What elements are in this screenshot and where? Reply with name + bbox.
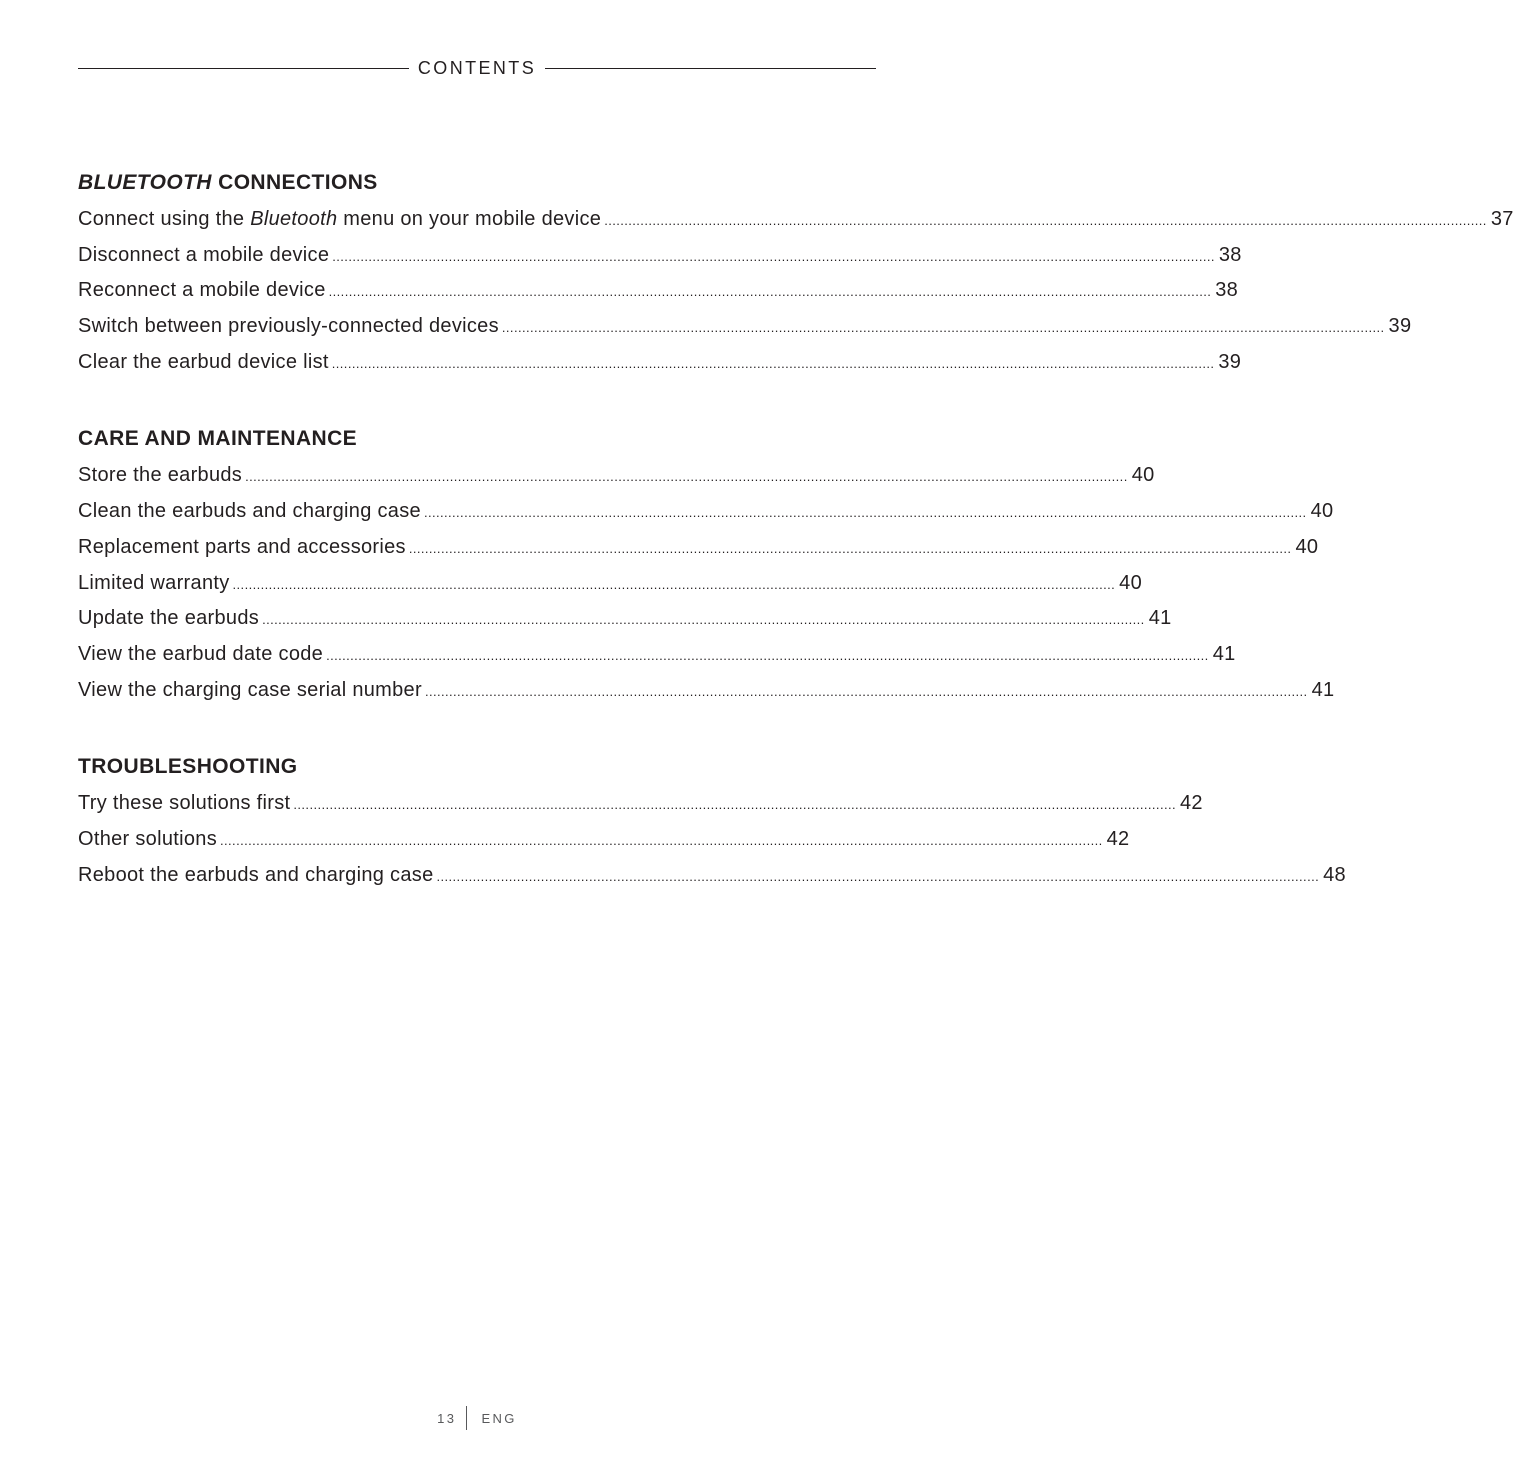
toc-entry-label: Disconnect a mobile device: [78, 243, 330, 266]
toc-entry-label: View the earbud date code: [78, 642, 324, 665]
toc-entry-label: Replacement parts and accessories: [78, 535, 406, 558]
toc-section-care-and-maintenance: [78, 422, 1335, 708]
toc-entry-label-text: Connect using the: [78, 208, 251, 230]
dot-leader: ............................................................................................................................................................................................................................: [326, 647, 1209, 663]
section-title-text: TROUBLESHOOTING: [78, 755, 298, 779]
toc-entry[interactable]: [78, 238, 1242, 274]
section-title: [78, 166, 876, 202]
page-header: [78, 57, 876, 79]
toc-entry-page: 42: [1180, 792, 1203, 815]
toc-entry[interactable]: [78, 566, 1142, 602]
language-label: ENG: [481, 1410, 517, 1426]
toc-entry[interactable]: [78, 309, 1412, 345]
section-title-text: CONNECTIONS: [211, 171, 378, 194]
toc-entry-label: Reboot the earbuds and charging case: [78, 863, 434, 886]
toc-entry-label: [78, 202, 601, 238]
section-title-italic: BLUETOOTH: [78, 171, 212, 194]
toc-entry-page: 42: [1106, 827, 1130, 850]
toc-entry-label: Reconnect a mobile device: [78, 279, 326, 302]
toc-entry-label: View the charging case serial number: [78, 678, 422, 701]
toc-entry[interactable]: [78, 345, 1242, 381]
toc-entry-label: Store the earbuds: [78, 464, 243, 487]
toc-entry-label: Other solutions: [78, 827, 218, 850]
toc-entry-page: 40: [1310, 500, 1334, 523]
toc-entry-label-italic: Bluetooth: [250, 208, 338, 230]
toc-entry-label: Clear the earbud device list: [78, 350, 329, 373]
toc-entry-page: 39: [1218, 350, 1242, 373]
dot-leader: ............................................................................................................................................................................................................................: [293, 797, 1176, 813]
toc-entry-label: Update the earbuds: [78, 607, 260, 630]
toc-entry-page: 41: [1148, 607, 1172, 630]
toc-entry[interactable]: [78, 786, 1203, 822]
page-footer: [0, 1405, 954, 1431]
dot-leader: ............................................................................................................................................................................................................................: [423, 505, 1307, 521]
toc-entry[interactable]: [78, 458, 1155, 494]
footer-divider: [466, 1406, 467, 1430]
dot-leader: ............................................................................................................................................................................................................................: [501, 320, 1385, 336]
section-title: [78, 422, 876, 458]
toc-entry-page: 41: [1212, 642, 1236, 665]
toc-entry-label: Switch between previously-connected devices: [78, 315, 499, 338]
dot-leader: ............................................................................................................................................................................................................................: [331, 355, 1215, 371]
page-number: 13: [437, 1410, 457, 1426]
header-rule-right: [545, 68, 876, 69]
toc-entry[interactable]: [78, 494, 1334, 530]
toc-section-bluetooth-connections: [78, 166, 1514, 380]
toc-entry-label: Clean the earbuds and charging case: [78, 500, 421, 523]
toc-entry[interactable]: [78, 637, 1236, 673]
dot-leader: ............................................................................................................................................................................................................................: [408, 540, 1292, 556]
toc-entry-page: 41: [1311, 678, 1335, 701]
toc-entry[interactable]: [78, 673, 1335, 709]
toc-entry-page: 37: [1490, 208, 1514, 230]
toc-section-troubleshooting: [78, 750, 1346, 893]
toc-entry-page: 40: [1295, 535, 1319, 558]
toc-entry-page: 40: [1119, 571, 1142, 594]
dot-leader: ............................................................................................................................................................................................................................: [604, 213, 1487, 228]
table-of-contents: [78, 166, 1514, 935]
dot-leader: ............................................................................................................................................................................................................................: [332, 248, 1215, 264]
toc-entry[interactable]: [78, 822, 1130, 858]
dot-leader: ............................................................................................................................................................................................................................: [245, 469, 1128, 485]
toc-entry-page: 38: [1215, 279, 1239, 302]
dot-leader: ............................................................................................................................................................................................................................: [436, 868, 1320, 884]
dot-leader: ............................................................................................................................................................................................................................: [424, 683, 1308, 699]
dot-leader: ............................................................................................................................................................................................................................: [232, 576, 1116, 592]
toc-entry-page: 38: [1218, 243, 1242, 266]
toc-entry-page: 48: [1323, 863, 1346, 886]
page-title: CONTENTS: [417, 57, 537, 78]
toc-entry[interactable]: [78, 858, 1346, 894]
toc-entry-label: Try these solutions first: [78, 792, 291, 815]
toc-entry[interactable]: [78, 530, 1319, 566]
toc-entry-label: Limited warranty: [78, 571, 230, 594]
toc-entry[interactable]: [78, 202, 1514, 238]
toc-entry-page: 40: [1131, 464, 1155, 487]
header-rule-left: [78, 68, 409, 69]
dot-leader: ............................................................................................................................................................................................................................: [328, 284, 1212, 300]
toc-entry-label-text-end: menu on your mobile device: [337, 208, 602, 230]
toc-entry[interactable]: [78, 601, 1172, 637]
toc-entry[interactable]: [78, 273, 1239, 309]
dot-leader: ............................................................................................................................................................................................................................: [262, 612, 1145, 628]
section-title: [78, 750, 876, 786]
toc-entry-page: 39: [1388, 315, 1412, 338]
section-title-text: CARE AND MAINTENANCE: [78, 427, 358, 451]
dot-leader: ............................................................................................................................................................................................................................: [220, 832, 1103, 848]
